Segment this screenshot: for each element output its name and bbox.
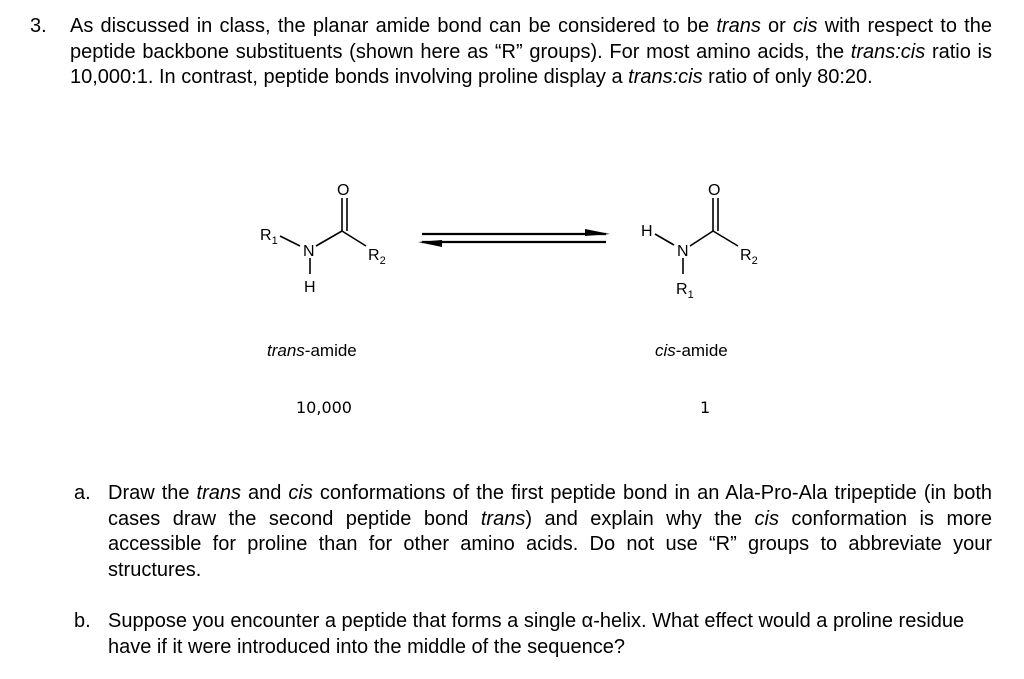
trans-amide-label: trans-amide	[267, 341, 357, 360]
cis-amide-label: cis-amide	[655, 341, 728, 360]
question-number: 3.	[30, 15, 47, 37]
question-text-part: ratio is 10,000:1. In contrast, peptide bonds involving proline display a	[70, 40, 992, 88]
part-a-text-part: and	[241, 482, 289, 504]
trans-term: trans	[196, 482, 241, 504]
question-text-part: or	[760, 15, 794, 37]
part-a-text-part: conformations of the first peptide bond in an Ala-Pro-Ala tripeptide (in both cases draw the second peptide bond	[108, 482, 992, 530]
r1-label: $R_1$	[260, 227, 278, 247]
equilibrium-arrow	[418, 229, 610, 247]
amide-equilibrium-scheme	[0, 170, 1024, 310]
cis-term: cis	[754, 507, 779, 530]
hydrogen-atom: H	[641, 223, 653, 240]
cis-amide-structure	[641, 182, 758, 301]
question-text-part: As discussed in class, the planar amide bond can be considered to be	[70, 15, 717, 37]
part-a-text-part: Draw the	[108, 482, 197, 504]
r1-label: $R_1$	[676, 281, 694, 301]
part-a-text-part: conformation is more accessible for proline than for other amino acids. Do not use “R” groups to abbreviate your structures.	[108, 507, 993, 581]
question-text-part: with respect to the peptide backbone substituents (shown here as “R” groups). For most amino acids, the	[70, 15, 992, 63]
nitrogen-atom: N	[303, 243, 315, 260]
trans-cis-term: trans:cis	[628, 66, 703, 88]
part-a-letter: a.	[74, 482, 91, 504]
cis-term: cis	[288, 482, 313, 504]
cis-ratio-value: 1	[700, 398, 711, 417]
question-text	[70, 14, 992, 91]
cis-term: cis	[793, 15, 818, 37]
question-text-part: ratio of only 80:20.	[702, 66, 873, 88]
r2-label: $R_2$	[740, 247, 758, 267]
part-a-text	[108, 481, 992, 583]
part-b-text: Suppose you encounter a peptide that forms a single α-helix. What effect would a proline residue have if it were introduced into the middle of the sequence?	[108, 610, 965, 658]
part-a-text-part: ) and explain why the	[525, 507, 755, 530]
trans-cis-term: trans:cis	[850, 40, 926, 63]
part-b-letter: b.	[74, 610, 91, 632]
trans-amide-structure	[260, 182, 386, 296]
nitrogen-atom: N	[677, 243, 689, 260]
trans-term: trans	[480, 507, 526, 530]
oxygen-atom: O	[337, 182, 350, 199]
trans-term: trans	[716, 15, 761, 37]
hydrogen-atom: H	[304, 279, 316, 296]
oxygen-atom: O	[708, 182, 721, 199]
r2-label: $R_2$	[368, 247, 386, 267]
trans-ratio-value: 10,000	[296, 398, 352, 417]
